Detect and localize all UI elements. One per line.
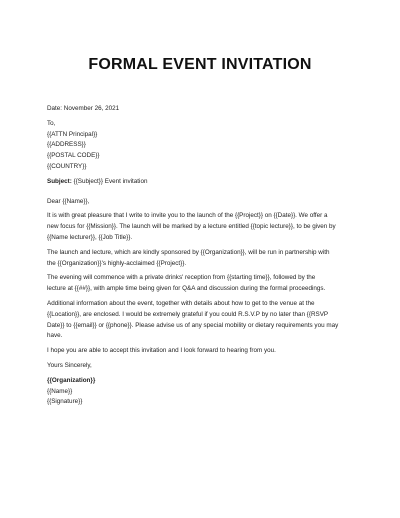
paragraph-line: I hope you are able to accept this invitation and I look forward to hearing from you.	[47, 347, 276, 355]
subject-text: {{Subject}} Event invitation	[71, 177, 148, 185]
address-line: {{POSTAL CODE}}	[47, 152, 100, 160]
paragraph-line: Additional information about the event, together with details about how to get to the venue at the	[47, 299, 315, 307]
paragraph-line: The evening will commence with a private drinks' reception from {{starting time}}, followed by the	[47, 274, 316, 282]
address-line: {{ATTN Principal}}	[47, 130, 98, 138]
paragraph-line: lecture at {{##}}, with ample time being given for Q&A and discussion during the formal proceedings.	[47, 285, 326, 293]
salutation: Dear {{Name}},	[47, 197, 90, 205]
paragraph-line: the {{Organization}}'s highly-acclaimed {{Project}}.	[47, 259, 187, 267]
signature-block	[47, 376, 367, 408]
paragraph-3	[47, 273, 367, 295]
letter-body	[47, 104, 367, 408]
address-line: {{ADDRESS}}	[47, 141, 86, 149]
paragraph-4	[47, 299, 367, 342]
signature-name: {{Name}}	[47, 387, 73, 395]
paragraph-line: {{Location}}, are enclosed. I would be extremely grateful if you could R.S.V.P by no later than {{RSVP	[47, 310, 329, 318]
paragraph-line: have.	[47, 332, 63, 340]
subject-line	[47, 177, 367, 188]
paragraph-line: Date}} to {{email}} or {{phone}}. Please advise us of any special mobility or dietary requirements you may	[47, 321, 339, 329]
paragraph-line: {{Name lecturer}}, {{Job Title}}.	[47, 233, 133, 241]
date-line: Date: November 26, 2021	[47, 105, 120, 112]
paragraph-line: It is with great pleasure that I write to invite you to the launch of the {{Project}} on {{Date}}. We offer a	[47, 212, 328, 220]
closing: Yours Sincerely,	[47, 361, 92, 369]
paragraph-2	[47, 248, 367, 270]
signature-placeholder: {{Signature}}	[47, 398, 83, 406]
document-title: FORMAL EVENT INVITATION	[88, 56, 312, 73]
address-line: To,	[47, 119, 56, 127]
signature-organization: {{Organization}}	[47, 376, 96, 384]
paragraph-line: new focus for {{Mission}}. The launch will be marked by a lecture entitled {{topic lecture}}, to be given by	[47, 223, 336, 231]
address-line: {{COUNTRY}}	[47, 162, 87, 170]
address-block	[47, 119, 367, 173]
paragraph-5	[47, 346, 367, 357]
subject-label: Subject:	[47, 177, 72, 185]
paragraph-line: The launch and lecture, which are kindly sponsored by {{Organization}}, will be run in partnership with	[47, 248, 330, 256]
paragraph-1	[47, 211, 367, 243]
